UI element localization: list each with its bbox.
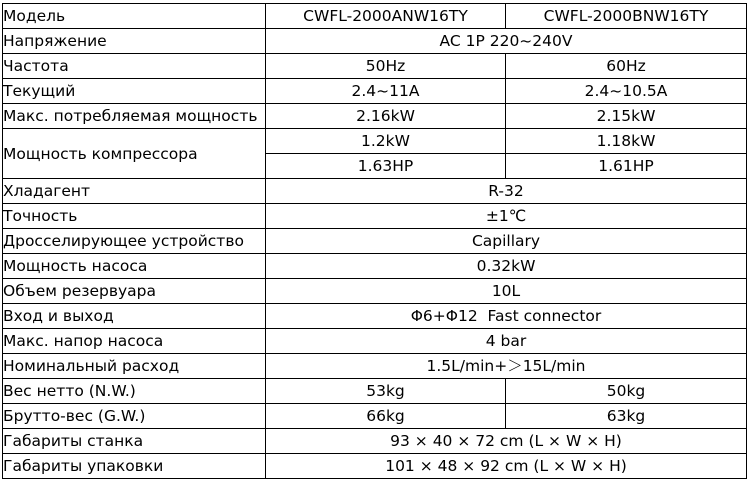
table-row-model <box>3 4 747 29</box>
net-weight-label: Вес нетто (N.W.) <box>3 379 266 404</box>
max-lift-value: 4 bar <box>266 329 747 354</box>
model-b-name: CWFL-2000BNW16TY <box>506 4 747 29</box>
inlet-outlet-value: Φ6+Φ12 Fast connector <box>266 304 747 329</box>
table-row-compressor-kw <box>3 129 747 154</box>
table-row-voltage <box>3 29 747 54</box>
table-row-max-lift <box>3 329 747 354</box>
compressor-b-hp: 1.61HP <box>506 154 747 179</box>
table-row-reducer <box>3 229 747 254</box>
refrigerant-label: Хладагент <box>3 179 266 204</box>
precision-value: ±1℃ <box>266 204 747 229</box>
table-row-frequency <box>3 54 747 79</box>
spec-table <box>2 3 747 479</box>
table-row-tank <box>3 279 747 304</box>
rated-flow-value: 1.5L/min+＞15L/min <box>266 354 747 379</box>
compressor-label: Мощность компрессора <box>3 129 266 179</box>
package-dims-label: Габариты упаковки <box>3 454 266 479</box>
table-row-refrigerant <box>3 179 747 204</box>
table-row-package-dims <box>3 454 747 479</box>
table-row-current <box>3 79 747 104</box>
model-a-name: CWFL-2000ANW16TY <box>266 4 506 29</box>
table-row-precision <box>3 204 747 229</box>
table-row-net-weight <box>3 379 747 404</box>
inlet-outlet-label: Вход и выход <box>3 304 266 329</box>
tank-value: 10L <box>266 279 747 304</box>
frequency-label: Частота <box>3 54 266 79</box>
current-b: 2.4~10.5A <box>506 79 747 104</box>
max-power-a: 2.16kW <box>266 104 506 129</box>
current-label: Текущий <box>3 79 266 104</box>
gross-weight-label: Брутто-вес (G.W.) <box>3 404 266 429</box>
refrigerant-value: R-32 <box>266 179 747 204</box>
table-row-pump-power <box>3 254 747 279</box>
pump-power-label: Мощность насоса <box>3 254 266 279</box>
machine-dims-label: Габариты станка <box>3 429 266 454</box>
voltage-label: Напряжение <box>3 29 266 54</box>
compressor-a-hp: 1.63HP <box>266 154 506 179</box>
package-dims-value: 101 × 48 × 92 cm (L × W × H) <box>266 454 747 479</box>
compressor-b-kw: 1.18kW <box>506 129 747 154</box>
table-row-inlet-outlet <box>3 304 747 329</box>
rated-flow-label: Номинальный расход <box>3 354 266 379</box>
gross-weight-b: 63kg <box>506 404 747 429</box>
model-label: Модель <box>3 4 266 29</box>
max-power-label: Макс. потребляемая мощность <box>3 104 266 129</box>
frequency-b: 60Hz <box>506 54 747 79</box>
table-row-rated-flow <box>3 354 747 379</box>
reducer-label: Дросселирующее устройство <box>3 229 266 254</box>
pump-power-value: 0.32kW <box>266 254 747 279</box>
net-weight-b: 50kg <box>506 379 747 404</box>
precision-label: Точность <box>3 204 266 229</box>
machine-dims-value: 93 × 40 × 72 cm (L × W × H) <box>266 429 747 454</box>
voltage-value: AC 1P 220~240V <box>266 29 747 54</box>
frequency-a: 50Hz <box>266 54 506 79</box>
current-a: 2.4~11A <box>266 79 506 104</box>
table-row-machine-dims <box>3 429 747 454</box>
reducer-value: Capillary <box>266 229 747 254</box>
tank-label: Объем резервуара <box>3 279 266 304</box>
gross-weight-a: 66kg <box>266 404 506 429</box>
max-power-b: 2.15kW <box>506 104 747 129</box>
net-weight-a: 53kg <box>266 379 506 404</box>
table-row-gross-weight <box>3 404 747 429</box>
compressor-a-kw: 1.2kW <box>266 129 506 154</box>
table-row-max-power <box>3 104 747 129</box>
max-lift-label: Макс. напор насоса <box>3 329 266 354</box>
